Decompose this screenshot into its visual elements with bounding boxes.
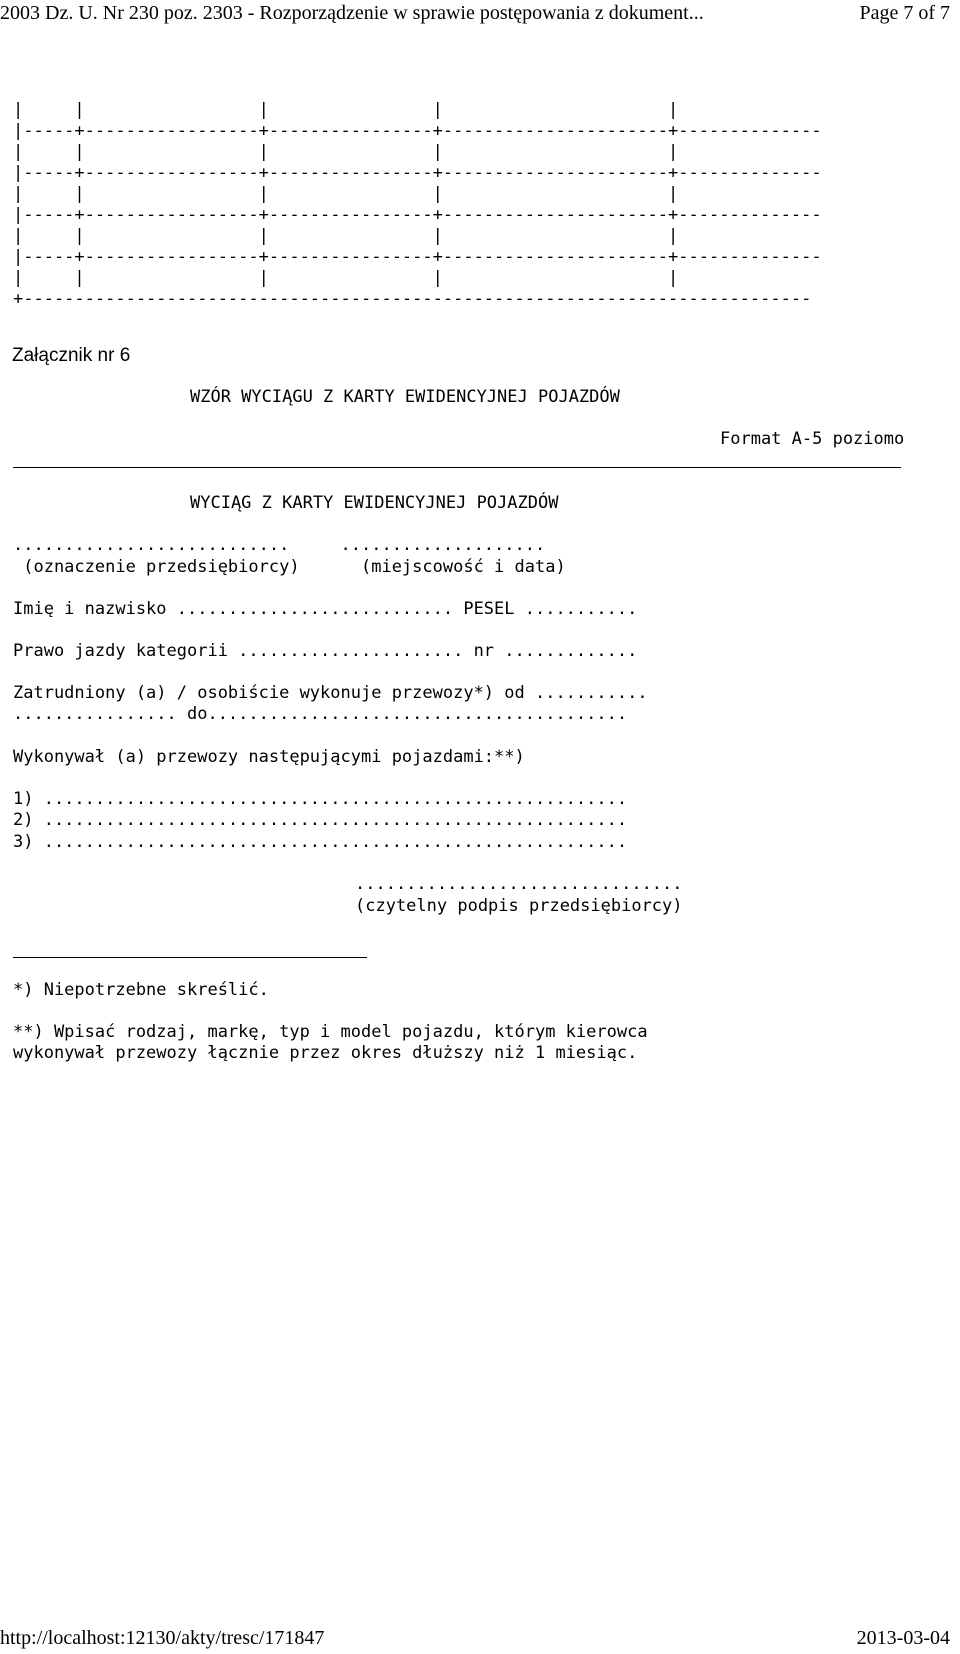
footnote-separator bbox=[13, 957, 367, 958]
footer-date: 2013-03-04 bbox=[856, 1627, 950, 1649]
vehicles-intro: Wykonywał (a) przewozy następującymi pojazdami:**) bbox=[13, 747, 525, 767]
vehicle-line-1: 1) ......................................................... bbox=[13, 789, 628, 809]
form-top-rule bbox=[13, 467, 901, 468]
signature-dots-row: ........................... .................... bbox=[13, 535, 546, 555]
employment-field-continued: ................ do......................................... bbox=[13, 704, 628, 724]
footnote-1: *) Niepotrzebne skreślić. bbox=[13, 980, 269, 1000]
page-header-title: 2003 Dz. U. Nr 230 poz. 2303 - Rozporządzenie w sprawie postępowania z dokument... bbox=[0, 2, 704, 24]
driving-license-field: Prawo jazdy kategorii ...................... nr ............. bbox=[13, 641, 638, 661]
entrepreneur-signature-dots: ................................ bbox=[355, 874, 683, 894]
footnote-2-line-1: **) Wpisać rodzaj, markę, typ i model pojazdu, którym kierowca bbox=[13, 1022, 648, 1042]
vehicle-line-2: 2) ......................................................... bbox=[13, 810, 628, 830]
name-pesel-field: Imię i nazwisko ........................... PESEL ........... bbox=[13, 599, 638, 619]
entrepreneur-signature-caption: (czytelny podpis przedsiębiorcy) bbox=[355, 896, 683, 916]
employment-field: Zatrudniony (a) / osobiście wykonuje przewozy*) od ........... bbox=[13, 683, 648, 703]
annex-heading: WZÓR WYCIĄGU Z KARTY EWIDENCYJNEJ POJAZDÓW bbox=[190, 387, 620, 407]
footer-url: http://localhost:12130/akty/tresc/171847 bbox=[0, 1627, 325, 1649]
signature-captions-row: (oznaczenie przedsiębiorcy) (miejscowość i data) bbox=[13, 557, 566, 577]
table-fragment: | | | | | |-----+-----------------+----------------+----------------------+-------------- | | | | | |-----+-----------------+----------------+----------------------+-------------- | | | | | |-----+-----------------+----------------+----------------------+-------------- | | | | | |-----+-----------------+----------------+----------------------+-------------- | | | | | +----------------------------------------------------------------------------- bbox=[13, 100, 822, 309]
page-number: Page 7 of 7 bbox=[859, 2, 950, 24]
annex-label: Załącznik nr 6 bbox=[12, 345, 131, 366]
form-title: WYCIĄG Z KARTY EWIDENCYJNEJ POJAZDÓW bbox=[190, 493, 559, 513]
format-note: Format A-5 poziomo bbox=[720, 429, 905, 449]
vehicle-line-3: 3) ......................................................... bbox=[13, 832, 628, 852]
footnote-2-line-2: wykonywał przewozy łącznie przez okres dłuższy niż 1 miesiąc. bbox=[13, 1043, 638, 1063]
